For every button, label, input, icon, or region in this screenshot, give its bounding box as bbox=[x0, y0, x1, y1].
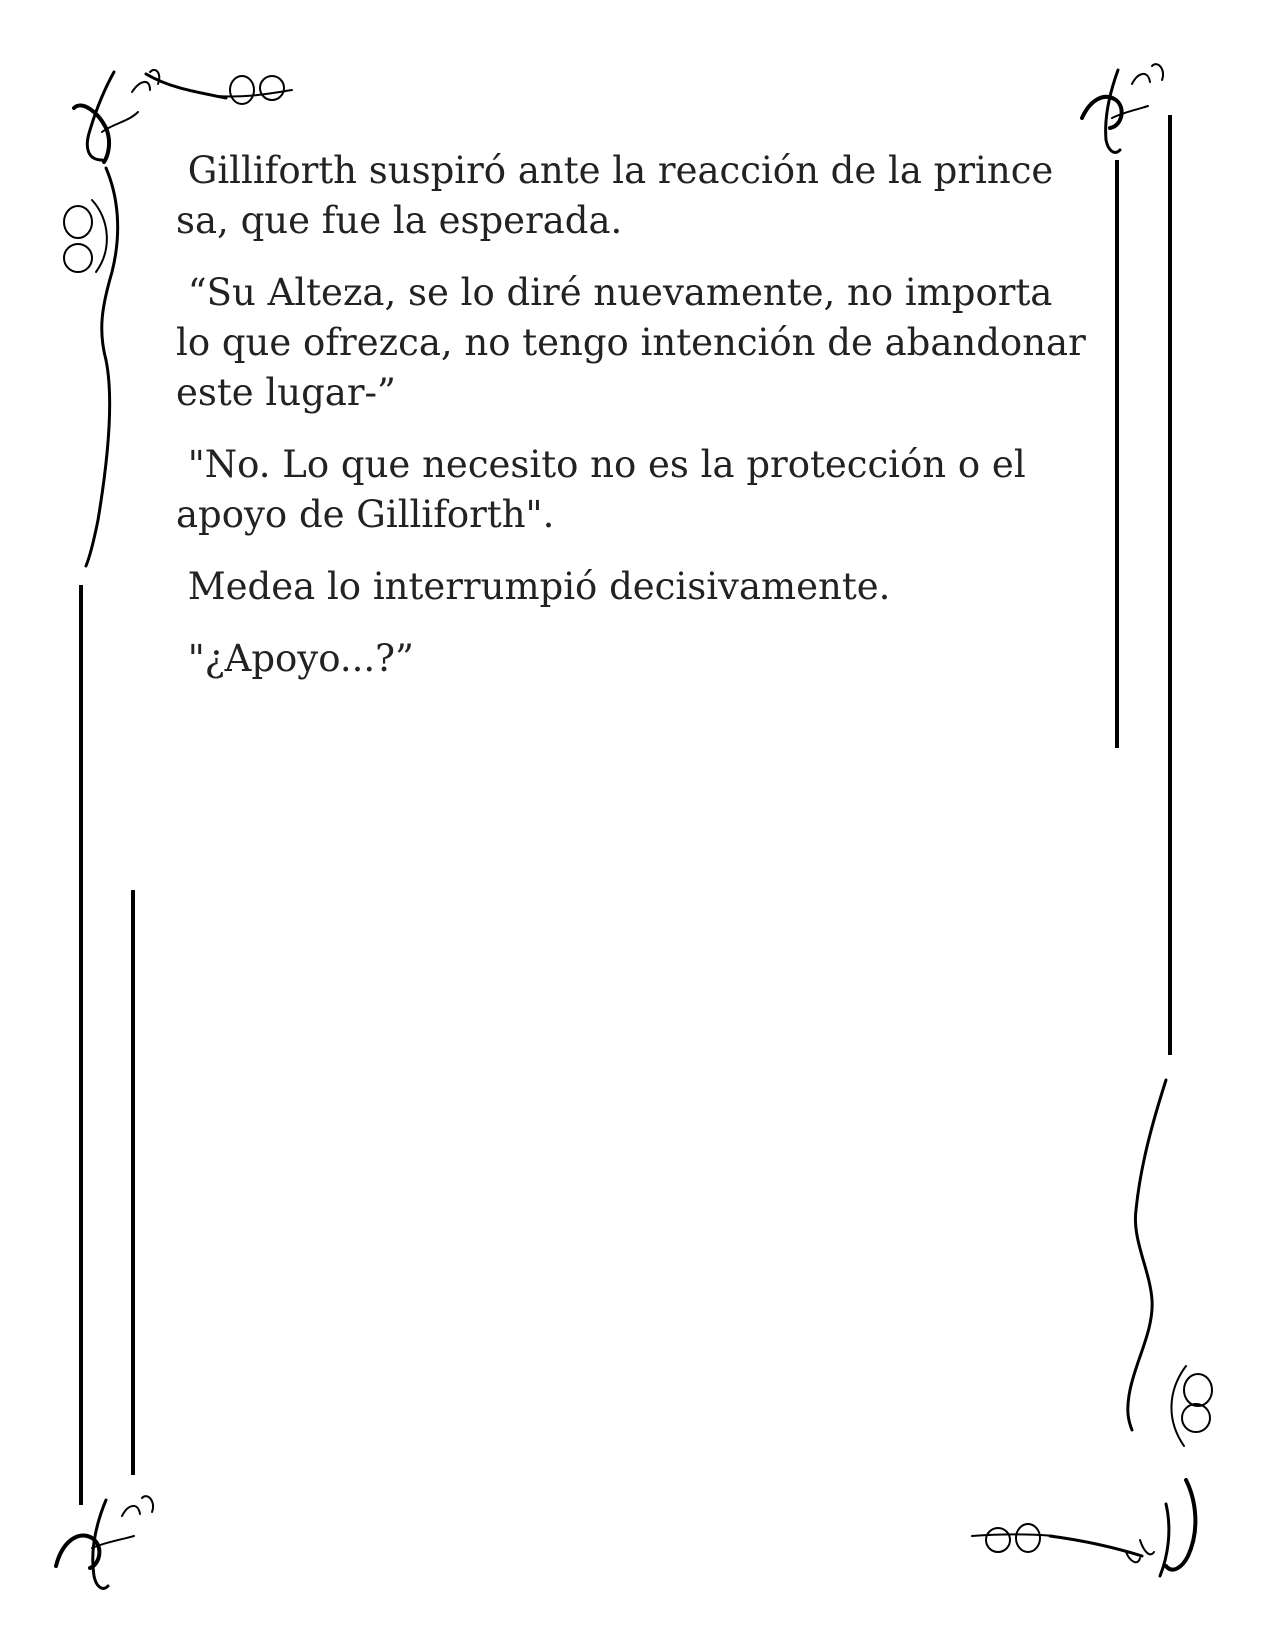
paragraph-3: "No. Lo que necesito no es la protección o el apoyo de Gilliforth". bbox=[176, 443, 1026, 536]
top-right-flourish-icon bbox=[1082, 64, 1163, 152]
paragraph-4: Medea lo interrumpió decisivamente. bbox=[176, 565, 891, 608]
paragraph-5: "¿Apoyo...?” bbox=[176, 637, 414, 680]
bottom-right-flourish-icon bbox=[972, 1080, 1212, 1576]
paragraph-1: Gilliforth suspiró ante la reacción de la prince sa, que fue la esperada. bbox=[176, 149, 1054, 242]
bottom-left-flourish-icon bbox=[56, 1496, 153, 1588]
story-text bbox=[176, 146, 1096, 706]
paragraph-2: “Su Alteza, se lo diré nuevamente, no importa lo que ofrezca, no tengo intención de abandonar este lugar-” bbox=[176, 271, 1086, 414]
